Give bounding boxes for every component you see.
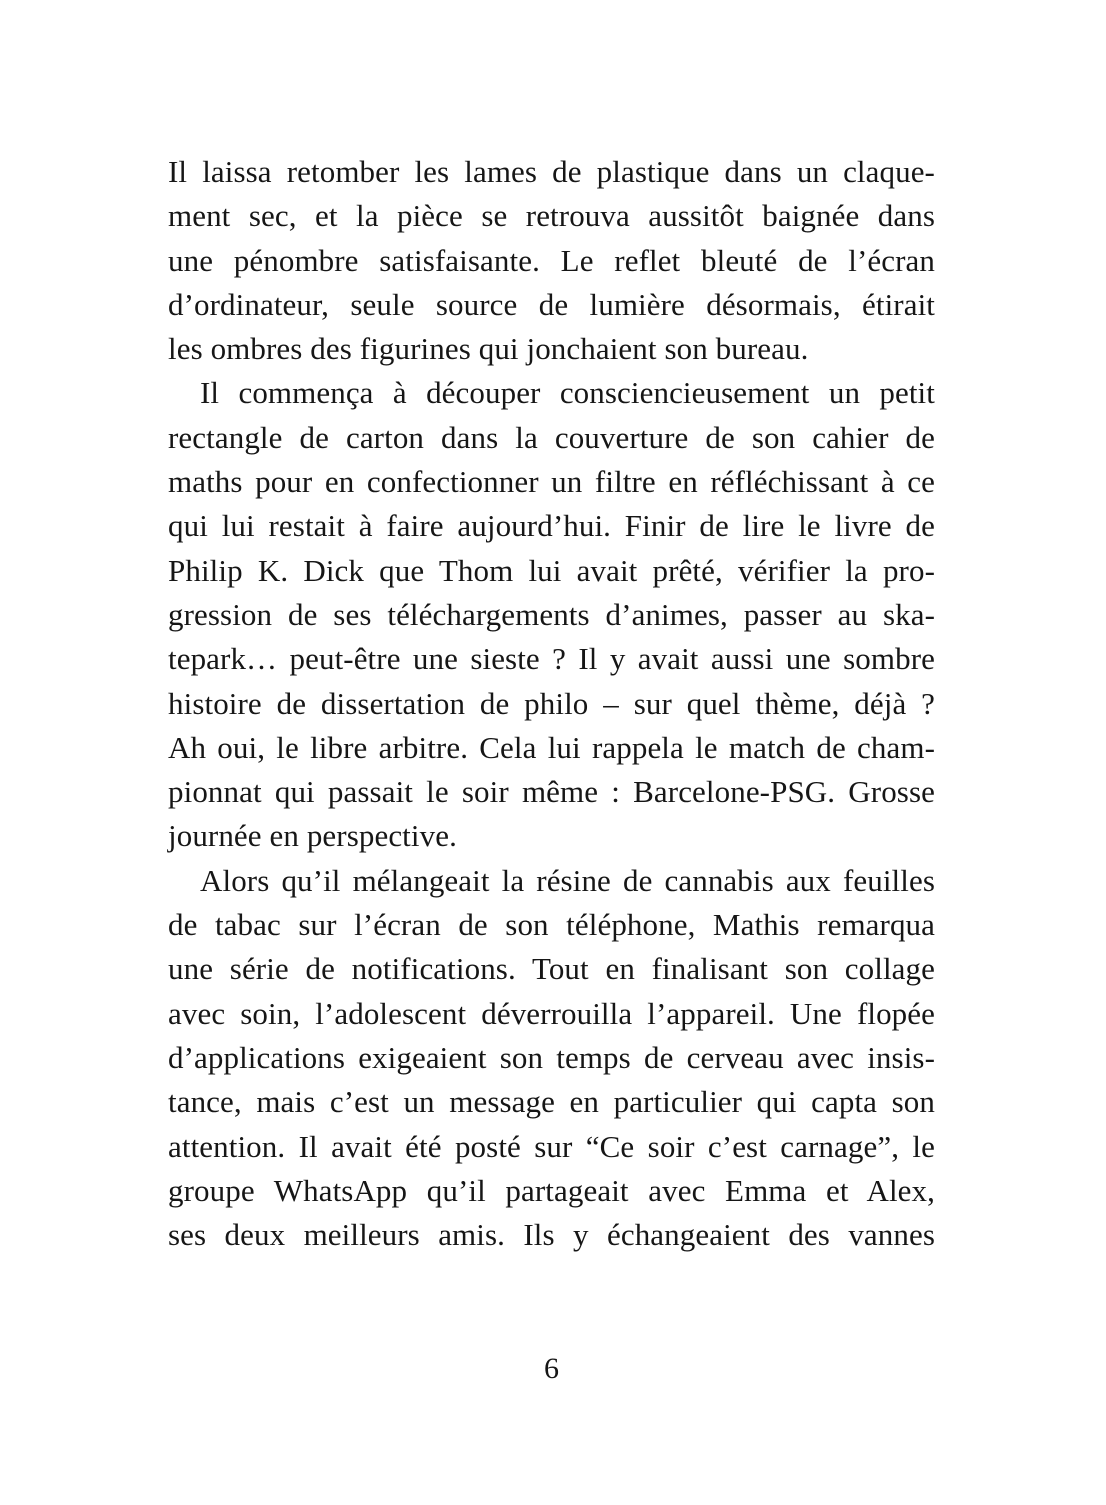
text-line: les ombres des figurines qui jonchaient son bureau.: [168, 331, 809, 367]
text-line: Il laissa retomber les lames de plastique dans un claque-: [168, 154, 935, 189]
text-line: tepark… peut-être une sieste ? Il y avait aussi une sombre: [168, 641, 935, 677]
text-line: Philip K. Dick que Thom lui avait prêté, vérifier la pro-: [168, 552, 935, 588]
text-line: tance, mais c’est un message en particulier qui capta son: [168, 1084, 935, 1120]
text-line: ment sec, et la pièce se retrouva aussitôt baignée dans: [168, 198, 935, 234]
text-line: de tabac sur l’écran de son téléphone, Mathis remarqua: [168, 907, 935, 943]
text-line: ses deux meilleurs amis. Ils y échangeaient des vannes: [168, 1217, 935, 1253]
text-line: gression de ses téléchargements d’animes, passer au ska-: [168, 596, 935, 632]
text-line: maths pour en confectionner un filtre en réfléchissant à ce: [168, 464, 935, 500]
paragraph: [168, 371, 935, 858]
text-line: attention. Il avait été posté sur “Ce soir c’est carnage”, le: [168, 1128, 935, 1164]
text-line: histoire de dissertation de philo – sur quel thème, déjà ?: [168, 685, 935, 721]
text-line: pionnat qui passait le soir même : Barcelone-PSG. Grosse: [168, 774, 935, 810]
text-line: Alors qu’il mélangeait la résine de cannabis aux feuilles: [200, 862, 935, 898]
paragraph: [168, 150, 935, 371]
text-line: d’applications exigeaient son temps de cerveau avec insis-: [168, 1039, 935, 1075]
text-line: qui lui restait à faire aujourd’hui. Finir de lire le livre de: [168, 508, 935, 544]
text-line: rectangle de carton dans la couverture de son cahier de: [168, 419, 935, 455]
text-line: une série de notifications. Tout en finalisant son collage: [168, 951, 935, 987]
text-line: une pénombre satisfaisante. Le reflet bleuté de l’écran: [168, 242, 935, 278]
page-text-block: [168, 150, 935, 1257]
text-line: avec soin, l’adolescent déverrouilla l’appareil. Une flopée: [168, 995, 935, 1031]
text-line: Ah oui, le libre arbitre. Cela lui rappela le match de cham-: [168, 729, 935, 765]
text-line: Il commença à découper consciencieusement un petit: [200, 375, 935, 411]
text-line: d’ordinateur, seule source de lumière désormais, étirait: [168, 286, 935, 322]
text-line: journée en perspective.: [168, 818, 457, 854]
text-line: groupe WhatsApp qu’il partageait avec Emma et Alex,: [168, 1172, 935, 1208]
paragraph: [168, 859, 935, 1258]
page-number: 6: [544, 1352, 559, 1385]
